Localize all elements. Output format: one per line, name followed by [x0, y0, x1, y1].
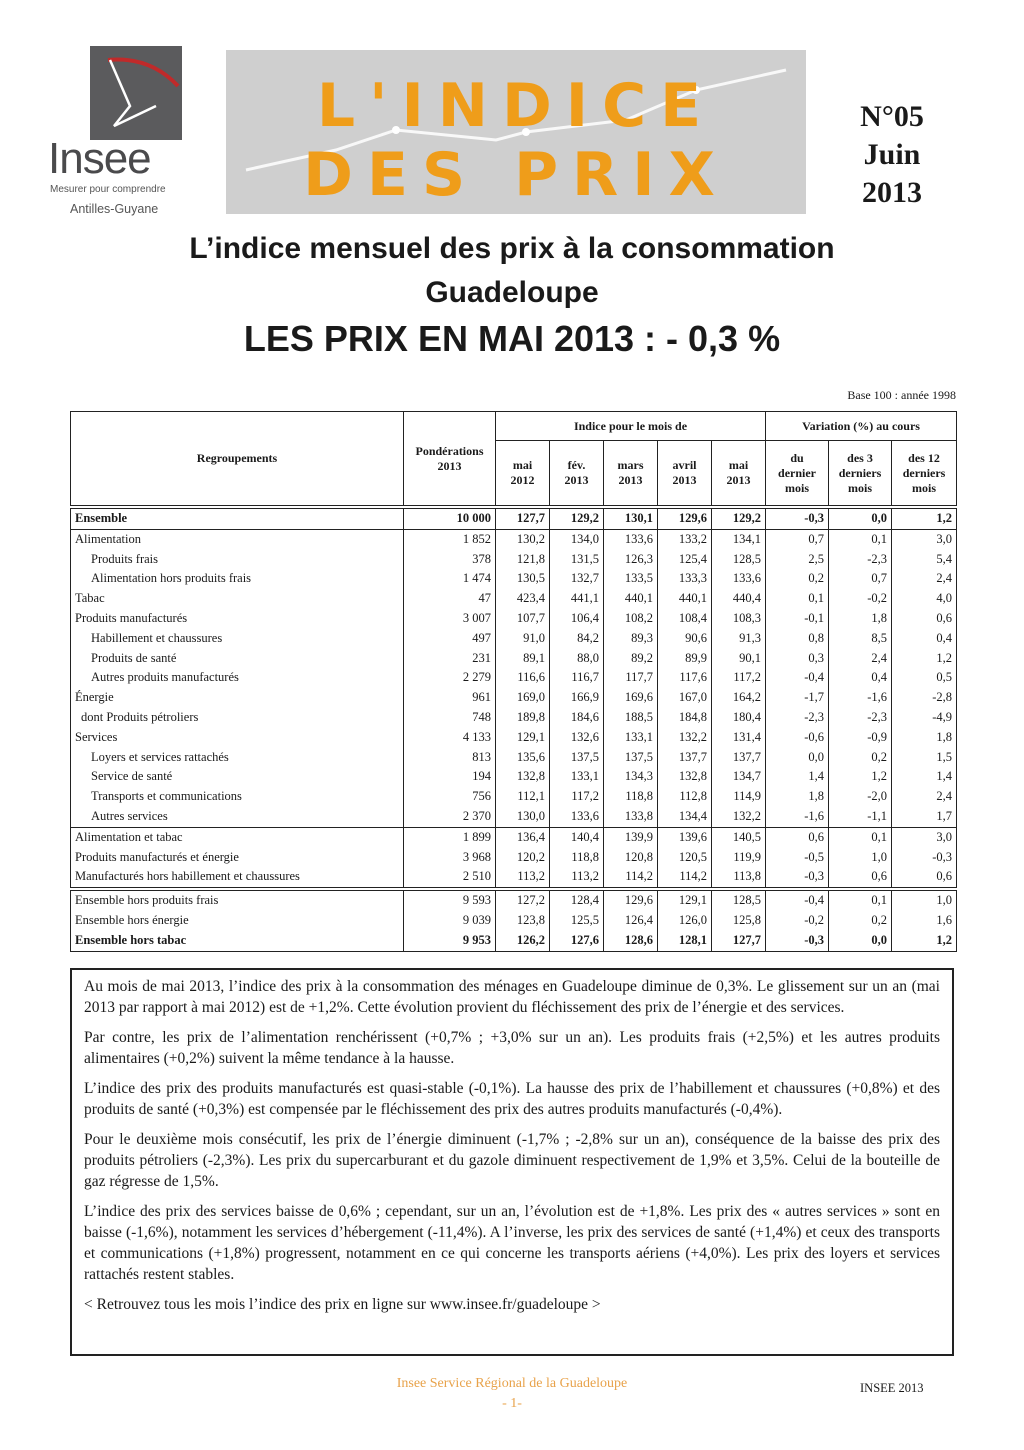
- table-cell: 0,1: [829, 827, 892, 847]
- header-month: mai 2012: [496, 441, 550, 508]
- header-group: Regroupements: [71, 412, 404, 508]
- table-cell: 1,2: [892, 649, 957, 669]
- table-cell: 1 474: [404, 569, 496, 589]
- base-note: Base 100 : année 1998: [847, 388, 956, 402]
- table-cell: 0,0: [766, 748, 829, 768]
- table-cell: 125,8: [712, 911, 766, 931]
- table-cell: 0,5: [892, 668, 957, 688]
- table-cell: 133,8: [604, 807, 658, 827]
- table-cell: 2,4: [892, 569, 957, 589]
- footer-page-number: - 1-: [502, 1396, 522, 1411]
- table-cell: 1,8: [892, 728, 957, 748]
- table-cell: 133,1: [604, 728, 658, 748]
- header-index-span: Indice pour le mois de: [496, 412, 766, 441]
- row-label: Autres produits manufacturés: [71, 668, 404, 688]
- table-cell: 423,4: [496, 589, 550, 609]
- table-cell: 112,1: [496, 787, 550, 807]
- insee-logo: [48, 46, 188, 218]
- row-label: Ensemble hors énergie: [71, 911, 404, 931]
- table-cell: -0,2: [766, 911, 829, 931]
- row-label: Produits frais: [71, 550, 404, 570]
- table-cell: 133,2: [658, 529, 712, 549]
- row-label: Produits de santé: [71, 649, 404, 669]
- table-cell: 166,9: [550, 688, 604, 708]
- table-cell: 0,2: [766, 569, 829, 589]
- table-cell: 2,4: [892, 787, 957, 807]
- table-cell: 128,5: [712, 889, 766, 911]
- table-cell: 132,6: [550, 728, 604, 748]
- commentary-paragraph: Pour le deuxième mois consécutif, les prix de l’énergie diminuent (-1,7% ; -2,8% sur un an), conséquence de la baisse des prix des produits pétroliers (-2,3%). Les prix du supercarburant et du gazole diminuent respectivement de 1,9% et 3,5%. Celui de la bouteille de gaz régresse de 1,5%.: [84, 1131, 940, 1190]
- table-cell: 134,0: [550, 529, 604, 549]
- table-cell: 194: [404, 767, 496, 787]
- table-cell: 133,5: [604, 569, 658, 589]
- table-row: [71, 889, 957, 911]
- table-cell: 126,2: [496, 931, 550, 951]
- row-label: Produits manufacturés et énergie: [71, 848, 404, 868]
- table-cell: -1,6: [766, 807, 829, 827]
- table-cell: 121,8: [496, 550, 550, 570]
- table-cell: 9 953: [404, 931, 496, 951]
- table-row: [71, 629, 957, 649]
- table-cell: 89,9: [658, 649, 712, 669]
- table-row: [71, 911, 957, 931]
- table-cell: 129,6: [658, 507, 712, 529]
- table-cell: -0,9: [829, 728, 892, 748]
- table-cell: 127,7: [496, 507, 550, 529]
- table-cell: 127,2: [496, 889, 550, 911]
- header-variation: des 12 derniers mois: [892, 441, 957, 508]
- table-cell: 90,6: [658, 629, 712, 649]
- table-cell: 1,0: [829, 848, 892, 868]
- table-cell: 131,5: [550, 550, 604, 570]
- table-cell: 137,5: [550, 748, 604, 768]
- table-row: [71, 589, 957, 609]
- table-cell: 164,2: [712, 688, 766, 708]
- table-cell: 90,1: [712, 649, 766, 669]
- logo-curve-icon: [90, 46, 182, 140]
- table-row: [71, 609, 957, 629]
- table-row: [71, 931, 957, 951]
- header-variation: du dernier mois: [766, 441, 829, 508]
- table-row: [71, 688, 957, 708]
- header-variation-span: Variation (%) au cours: [766, 412, 957, 441]
- issue-block: [832, 98, 952, 212]
- table-cell: 813: [404, 748, 496, 768]
- table-cell: 127,6: [550, 931, 604, 951]
- commentary-box: [70, 968, 954, 1356]
- table-cell: 116,6: [496, 668, 550, 688]
- table-cell: 139,9: [604, 827, 658, 847]
- table-cell: 2,5: [766, 550, 829, 570]
- table-cell: 3 007: [404, 609, 496, 629]
- header-month: fév. 2013: [550, 441, 604, 508]
- table-cell: 130,0: [496, 807, 550, 827]
- table-cell: 91,3: [712, 629, 766, 649]
- commentary-paragraph: L’indice des prix des produits manufacturés est quasi-stable (-0,1%). La hausse des prix de l’habillement et chaussures (+0,8%) et des produits de santé (+0,3%) est compensée par le fléchissement des prix des autres produits manufacturés (-0,4%).: [84, 1080, 940, 1118]
- issue-month: Juin: [863, 138, 921, 171]
- table-cell: 107,7: [496, 609, 550, 629]
- page-title: L’indice mensuel des prix à la consommation: [189, 232, 835, 265]
- table-cell: 128,5: [712, 550, 766, 570]
- table-cell: 2 510: [404, 867, 496, 889]
- table-cell: 84,2: [550, 629, 604, 649]
- table-cell: 133,6: [712, 569, 766, 589]
- table-row: [71, 767, 957, 787]
- table-row: [71, 569, 957, 589]
- table-cell: -0,1: [766, 609, 829, 629]
- table-cell: 1,2: [829, 767, 892, 787]
- logo-tagline: Mesurer pour comprendre: [50, 184, 166, 195]
- table-cell: 0,1: [829, 889, 892, 911]
- table-cell: 0,4: [829, 668, 892, 688]
- row-label: Autres services: [71, 807, 404, 827]
- table-cell: 91,0: [496, 629, 550, 649]
- table-cell: 1,7: [892, 807, 957, 827]
- table-cell: -2,8: [892, 688, 957, 708]
- table-cell: 3,0: [892, 529, 957, 549]
- row-label: Service de santé: [71, 767, 404, 787]
- page-subtitle: Guadeloupe: [425, 276, 599, 309]
- table-cell: 0,1: [766, 589, 829, 609]
- table-cell: 0,0: [829, 507, 892, 529]
- row-label: Alimentation: [71, 529, 404, 549]
- table-cell: 441,1: [550, 589, 604, 609]
- table-cell: 167,0: [658, 688, 712, 708]
- table-cell: 117,2: [550, 787, 604, 807]
- table-cell: 125,4: [658, 550, 712, 570]
- table-cell: 184,6: [550, 708, 604, 728]
- table-cell: 8,5: [829, 629, 892, 649]
- table-cell: -0,3: [766, 867, 829, 889]
- table-cell: 497: [404, 629, 496, 649]
- table-cell: 108,4: [658, 609, 712, 629]
- table-row: [71, 787, 957, 807]
- table-cell: 118,8: [550, 848, 604, 868]
- table-cell: 10 000: [404, 507, 496, 529]
- table-cell: 1,2: [892, 931, 957, 951]
- table-cell: 5,4: [892, 550, 957, 570]
- table-cell: 108,2: [604, 609, 658, 629]
- row-label: Habillement et chaussures: [71, 629, 404, 649]
- table-cell: 440,1: [604, 589, 658, 609]
- table-cell: 137,7: [712, 748, 766, 768]
- table-cell: 0,7: [766, 529, 829, 549]
- row-label: Ensemble hors produits frais: [71, 889, 404, 911]
- table-cell: 128,1: [658, 931, 712, 951]
- table-cell: -1,7: [766, 688, 829, 708]
- table-cell: -0,3: [892, 848, 957, 868]
- table-row: [71, 507, 957, 529]
- table-cell: 169,6: [604, 688, 658, 708]
- table-cell: 88,0: [550, 649, 604, 669]
- table-cell: 4,0: [892, 589, 957, 609]
- table-cell: 1,5: [892, 748, 957, 768]
- table-cell: 3 968: [404, 848, 496, 868]
- table-cell: 133,3: [658, 569, 712, 589]
- table-cell: 961: [404, 688, 496, 708]
- table-cell: 129,6: [604, 889, 658, 911]
- header-month: mars 2013: [604, 441, 658, 508]
- table-row: [71, 529, 957, 549]
- table-cell: 756: [404, 787, 496, 807]
- table-cell: 231: [404, 649, 496, 669]
- table-cell: 184,8: [658, 708, 712, 728]
- table-cell: 0,1: [829, 529, 892, 549]
- table-cell: -1,6: [829, 688, 892, 708]
- table-cell: -2,3: [829, 708, 892, 728]
- table-cell: 129,1: [496, 728, 550, 748]
- table-cell: 126,0: [658, 911, 712, 931]
- table-cell: 112,8: [658, 787, 712, 807]
- table-cell: -0,4: [766, 668, 829, 688]
- table-cell: 132,7: [550, 569, 604, 589]
- table-cell: 108,3: [712, 609, 766, 629]
- table-cell: 89,2: [604, 649, 658, 669]
- table-cell: 136,4: [496, 827, 550, 847]
- logo-word: Insee: [48, 134, 151, 183]
- table-cell: 440,4: [712, 589, 766, 609]
- table-cell: -2,0: [829, 787, 892, 807]
- table-cell: 1,8: [829, 609, 892, 629]
- banner-line-2: DES PRIX: [303, 140, 729, 210]
- table-cell: 4 133: [404, 728, 496, 748]
- table-cell: 129,2: [712, 507, 766, 529]
- table-cell: 1,8: [766, 787, 829, 807]
- table-cell: 106,4: [550, 609, 604, 629]
- table-cell: 116,7: [550, 668, 604, 688]
- table-cell: 117,7: [604, 668, 658, 688]
- table-cell: 2,4: [829, 649, 892, 669]
- issue-year: 2013: [862, 176, 922, 209]
- table-cell: 130,5: [496, 569, 550, 589]
- table-cell: 140,4: [550, 827, 604, 847]
- issue-number: N°05: [860, 100, 924, 133]
- table-cell: 1,6: [892, 911, 957, 931]
- table-cell: -1,1: [829, 807, 892, 827]
- row-label: Loyers et services rattachés: [71, 748, 404, 768]
- table-cell: 120,5: [658, 848, 712, 868]
- table-cell: 129,1: [658, 889, 712, 911]
- table-cell: 1 852: [404, 529, 496, 549]
- table-cell: 133,1: [550, 767, 604, 787]
- row-label: Tabac: [71, 589, 404, 609]
- table-row: [71, 668, 957, 688]
- table-cell: 748: [404, 708, 496, 728]
- row-label: Ensemble hors tabac: [71, 931, 404, 951]
- commentary-paragraph: Par contre, les prix de l’alimentation renchérissent (+0,7% ; +3,0% sur un an). Les produits frais (+2,5%) et les autres produits alimentaires (+0,2%) suivent la même tendance à la hausse.: [84, 1029, 940, 1067]
- table-cell: 0,6: [766, 827, 829, 847]
- website-note: < Retrouvez tous les mois l’indice des prix en ligne sur www.insee.fr/guadeloupe >: [84, 1296, 601, 1313]
- table-cell: 114,9: [712, 787, 766, 807]
- row-label: Manufacturés hors habillement et chaussures: [71, 867, 404, 889]
- header-month: mai 2013: [712, 441, 766, 508]
- table-cell: 128,4: [550, 889, 604, 911]
- table-cell: -0,4: [766, 889, 829, 911]
- table-cell: 140,5: [712, 827, 766, 847]
- table-cell: 133,6: [604, 529, 658, 549]
- table-cell: 117,6: [658, 668, 712, 688]
- table-cell: 0,7: [829, 569, 892, 589]
- table-row: [71, 748, 957, 768]
- table-cell: 0,0: [829, 931, 892, 951]
- table-cell: 127,7: [712, 931, 766, 951]
- table-cell: 2 370: [404, 807, 496, 827]
- table-cell: 120,2: [496, 848, 550, 868]
- table-cell: -0,3: [766, 931, 829, 951]
- table-cell: 134,1: [712, 529, 766, 549]
- price-index-table: [70, 411, 957, 952]
- table-cell: -0,6: [766, 728, 829, 748]
- table-cell: 120,8: [604, 848, 658, 868]
- table-cell: 180,4: [712, 708, 766, 728]
- table-row: [71, 827, 957, 847]
- headline: LES PRIX EN MAI 2013 : - 0,3 %: [243, 318, 781, 359]
- table-cell: 126,3: [604, 550, 658, 570]
- row-label: Services: [71, 728, 404, 748]
- header-weights: Pondérations 2013: [404, 412, 496, 508]
- table-row: [71, 550, 957, 570]
- table-cell: 134,3: [604, 767, 658, 787]
- table-cell: 9 593: [404, 889, 496, 911]
- row-label: Alimentation hors produits frais: [71, 569, 404, 589]
- table-cell: 113,8: [712, 867, 766, 889]
- footer-copyright: INSEE 2013: [860, 1381, 924, 1395]
- table-cell: -0,3: [766, 507, 829, 529]
- table-cell: 0,2: [829, 911, 892, 931]
- table-cell: 137,7: [658, 748, 712, 768]
- table-row: [71, 708, 957, 728]
- row-label: Transports et communications: [71, 787, 404, 807]
- logo-region: Antilles-Guyane: [70, 202, 159, 216]
- row-label: Ensemble: [71, 507, 404, 529]
- table-cell: 1 899: [404, 827, 496, 847]
- table-cell: 126,4: [604, 911, 658, 931]
- table-row: [71, 867, 957, 889]
- table-cell: 189,8: [496, 708, 550, 728]
- table-cell: 139,6: [658, 827, 712, 847]
- table-cell: 3,0: [892, 827, 957, 847]
- table-cell: -0,2: [829, 589, 892, 609]
- table-cell: 123,8: [496, 911, 550, 931]
- table-cell: 132,2: [658, 728, 712, 748]
- table-cell: 119,9: [712, 848, 766, 868]
- table-cell: 132,8: [658, 767, 712, 787]
- table-cell: 9 039: [404, 911, 496, 931]
- table-cell: 130,2: [496, 529, 550, 549]
- header-variation: des 3 derniers mois: [829, 441, 892, 508]
- title-banner: [226, 50, 806, 214]
- table-cell: 132,8: [496, 767, 550, 787]
- row-label: Alimentation et tabac: [71, 827, 404, 847]
- table-cell: -0,5: [766, 848, 829, 868]
- table-cell: 114,2: [604, 867, 658, 889]
- table-cell: 188,5: [604, 708, 658, 728]
- table-cell: 134,7: [712, 767, 766, 787]
- table-cell: 131,4: [712, 728, 766, 748]
- table-cell: 130,1: [604, 507, 658, 529]
- table-cell: 2 279: [404, 668, 496, 688]
- table-cell: 0,6: [892, 609, 957, 629]
- table-cell: 113,2: [550, 867, 604, 889]
- table-cell: 133,6: [550, 807, 604, 827]
- header-month: avril 2013: [658, 441, 712, 508]
- table-cell: 89,1: [496, 649, 550, 669]
- table-cell: 0,2: [829, 748, 892, 768]
- table-cell: 137,5: [604, 748, 658, 768]
- logo-emblem: [90, 46, 182, 140]
- commentary-paragraph: L’indice des prix des services baisse de 0,6% ; cependant, sur un an, l’évolution est de +1,8%. Les prix des « autres services » sont en baisse (-1,6%), notamment les services d’hébergement (-11,4%). A l’inverse, les prix des services de santé (+1,4%) et ceux des transports et communications (+1,8%) progressent, notamment en ce qui concerne les transports aériens (+4,0%). Les prix des loyers et services rattachés restent stables.: [84, 1203, 940, 1283]
- table-cell: 47: [404, 589, 496, 609]
- row-label: dont Produits pétroliers: [71, 708, 404, 728]
- table-cell: 132,2: [712, 807, 766, 827]
- table-cell: 117,2: [712, 668, 766, 688]
- table-cell: 378: [404, 550, 496, 570]
- table-row: [71, 848, 957, 868]
- table-cell: 128,6: [604, 931, 658, 951]
- row-label: Énergie: [71, 688, 404, 708]
- footer-publisher: Insee Service Régional de la Guadeloupe: [396, 1376, 628, 1391]
- table-cell: -2,3: [829, 550, 892, 570]
- table-cell: -2,3: [766, 708, 829, 728]
- table-cell: 0,6: [892, 867, 957, 889]
- table-row: [71, 807, 957, 827]
- table-cell: 113,2: [496, 867, 550, 889]
- row-label: Produits manufacturés: [71, 609, 404, 629]
- table-cell: 134,4: [658, 807, 712, 827]
- table-cell: 135,6: [496, 748, 550, 768]
- table-cell: 0,3: [766, 649, 829, 669]
- table-cell: 118,8: [604, 787, 658, 807]
- table-cell: 89,3: [604, 629, 658, 649]
- table-cell: 125,5: [550, 911, 604, 931]
- table-cell: 440,1: [658, 589, 712, 609]
- table-row: [71, 649, 957, 669]
- table-cell: 114,2: [658, 867, 712, 889]
- banner-line-1: L'INDICE: [316, 71, 716, 141]
- table-row: [71, 728, 957, 748]
- table-cell: 169,0: [496, 688, 550, 708]
- table-cell: 1,2: [892, 507, 957, 529]
- commentary-paragraph: Au mois de mai 2013, l’indice des prix à la consommation des ménages en Guadeloupe diminue de 0,3%. Le glissement sur un an (mai 2013 par rapport à mai 2012) est de +1,2%. Cette évolution provient du fléchissement des prix de l’énergie et des services.: [84, 978, 940, 1016]
- table-cell: 0,4: [892, 629, 957, 649]
- table-cell: 129,2: [550, 507, 604, 529]
- table-cell: 1,0: [892, 889, 957, 911]
- table-cell: 0,8: [766, 629, 829, 649]
- table-cell: -4,9: [892, 708, 957, 728]
- table-cell: 1,4: [766, 767, 829, 787]
- table-cell: 0,6: [829, 867, 892, 889]
- table-cell: 1,4: [892, 767, 957, 787]
